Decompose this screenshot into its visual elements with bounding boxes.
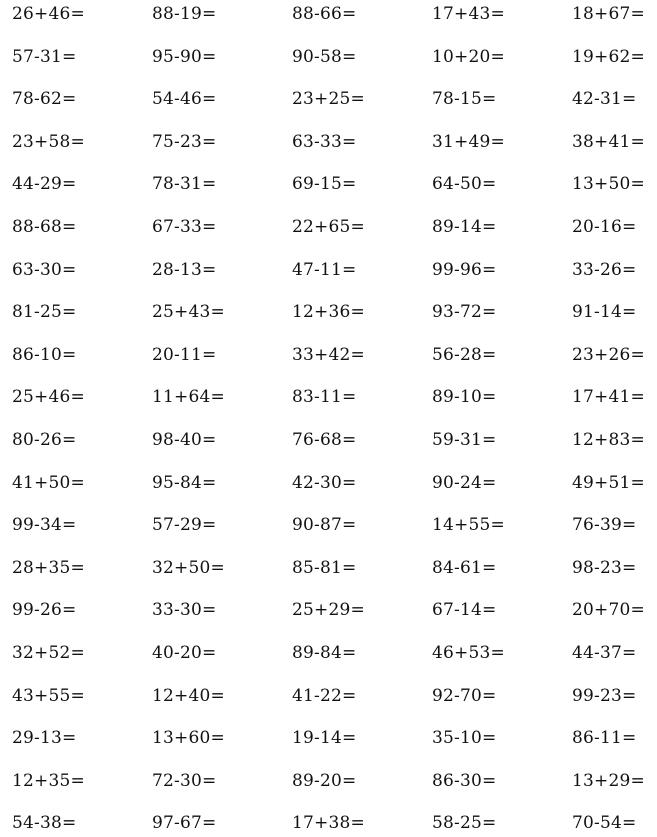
arithmetic-problem: 49+51= (572, 472, 645, 493)
arithmetic-problem: 84-61= (432, 557, 497, 578)
arithmetic-problem: 63-33= (292, 131, 357, 152)
arithmetic-problem: 20-16= (572, 217, 637, 237)
arithmetic-problem: 19-14= (292, 728, 357, 749)
arithmetic-problem: 35-10= (432, 728, 497, 749)
problem-row (0, 213, 657, 241)
arithmetic-problem: 57-29= (152, 515, 217, 536)
problem-row (0, 43, 657, 71)
problem-row (0, 383, 657, 411)
arithmetic-problem: 38+41= (572, 131, 645, 152)
arithmetic-problem: 98-23= (572, 557, 637, 578)
arithmetic-problem: 90-58= (292, 46, 357, 67)
arithmetic-problem: 90-87= (292, 515, 357, 536)
arithmetic-problem: 17+43= (432, 4, 505, 24)
arithmetic-problem: 13+60= (152, 728, 225, 749)
arithmetic-problem: 12+35= (12, 770, 85, 791)
arithmetic-problem: 12+36= (292, 302, 365, 323)
arithmetic-problem: 42-31= (572, 89, 637, 110)
arithmetic-problem: 99-26= (12, 600, 77, 621)
arithmetic-problem: 56-28= (432, 344, 497, 365)
arithmetic-problem: 64-50= (432, 174, 497, 195)
arithmetic-problem: 25+43= (152, 302, 225, 323)
problem-row (0, 554, 657, 582)
arithmetic-problem: 99-34= (12, 515, 77, 536)
arithmetic-problem: 99-96= (432, 259, 497, 280)
arithmetic-problem: 93-72= (432, 302, 497, 323)
problem-row (0, 767, 657, 795)
arithmetic-problem: 20-11= (152, 344, 217, 365)
problem-row (0, 469, 657, 497)
problem-row (0, 256, 657, 284)
arithmetic-problem: 46+53= (432, 643, 505, 663)
arithmetic-problem: 89-10= (432, 387, 497, 408)
arithmetic-problem: 40-20= (152, 643, 217, 663)
arithmetic-problem: 47-11= (292, 259, 357, 280)
arithmetic-problem: 54-46= (152, 89, 217, 110)
arithmetic-problem: 33-30= (152, 600, 217, 621)
arithmetic-problem: 72-30= (152, 770, 217, 791)
arithmetic-problem: 44-37= (572, 643, 637, 663)
arithmetic-problem: 22+65= (292, 217, 365, 237)
problem-row (0, 724, 657, 752)
arithmetic-problem: 78-62= (12, 89, 77, 110)
arithmetic-problem: 41-22= (292, 685, 357, 706)
arithmetic-problem: 17+38= (292, 813, 365, 834)
arithmetic-problem: 85-81= (292, 557, 357, 578)
problem-row (0, 0, 657, 28)
arithmetic-problem: 95-90= (152, 46, 217, 67)
arithmetic-problem: 81-25= (12, 302, 77, 323)
arithmetic-problem: 90-24= (432, 472, 497, 493)
arithmetic-problem: 69-15= (292, 174, 357, 195)
arithmetic-problem: 57-31= (12, 46, 77, 67)
arithmetic-problem: 25+46= (12, 387, 85, 408)
problem-row (0, 809, 657, 837)
arithmetic-problem: 33-26= (572, 259, 637, 280)
arithmetic-problem: 12+40= (152, 685, 225, 706)
problem-row (0, 639, 657, 667)
arithmetic-problem: 32+52= (12, 643, 85, 663)
problem-row (0, 426, 657, 454)
arithmetic-problem: 99-23= (572, 685, 637, 706)
arithmetic-problem: 23+58= (12, 131, 85, 152)
arithmetic-problem: 86-10= (12, 344, 77, 365)
arithmetic-problem: 98-40= (152, 430, 217, 450)
arithmetic-problem: 12+83= (572, 430, 645, 450)
arithmetic-problem: 83-11= (292, 387, 357, 408)
arithmetic-problem: 88-66= (292, 4, 357, 24)
arithmetic-problem: 76-68= (292, 430, 357, 450)
arithmetic-problem: 13+50= (572, 174, 645, 195)
arithmetic-problem: 78-31= (152, 174, 217, 195)
arithmetic-problem: 97-67= (152, 813, 217, 834)
arithmetic-problem: 14+55= (432, 515, 505, 536)
arithmetic-problem: 67-14= (432, 600, 497, 621)
arithmetic-problem: 75-23= (152, 131, 217, 152)
problem-row (0, 85, 657, 113)
arithmetic-problem: 32+50= (152, 557, 225, 578)
arithmetic-problem: 28+35= (12, 557, 85, 578)
arithmetic-problem: 63-30= (12, 259, 77, 280)
arithmetic-problem: 86-30= (432, 770, 497, 791)
arithmetic-problem: 25+29= (292, 600, 365, 621)
arithmetic-problem: 89-20= (292, 770, 357, 791)
problem-row (0, 682, 657, 710)
arithmetic-problem: 95-84= (152, 472, 217, 493)
arithmetic-problem: 28-13= (152, 259, 217, 280)
arithmetic-problem: 10+20= (432, 46, 505, 67)
arithmetic-problem: 42-30= (292, 472, 357, 493)
arithmetic-problem: 11+64= (152, 387, 225, 408)
arithmetic-problem: 31+49= (432, 131, 505, 152)
arithmetic-problem: 23+25= (292, 89, 365, 110)
arithmetic-problem: 29-13= (12, 728, 77, 749)
arithmetic-problem: 88-19= (152, 4, 217, 24)
arithmetic-problem: 43+55= (12, 685, 85, 706)
arithmetic-problem: 54-38= (12, 813, 77, 834)
arithmetic-problem: 33+42= (292, 344, 365, 365)
problem-row (0, 298, 657, 326)
arithmetic-problem: 86-11= (572, 728, 637, 749)
arithmetic-problem: 76-39= (572, 515, 637, 536)
arithmetic-problem: 59-31= (432, 430, 497, 450)
problem-row (0, 170, 657, 198)
arithmetic-problem: 26+46= (12, 4, 85, 24)
arithmetic-problem: 20+70= (572, 600, 645, 621)
arithmetic-problem: 19+62= (572, 46, 645, 67)
arithmetic-problem: 80-26= (12, 430, 77, 450)
arithmetic-problem: 41+50= (12, 472, 85, 493)
arithmetic-problem: 70-54= (572, 813, 637, 834)
problem-row (0, 596, 657, 624)
problem-row (0, 511, 657, 539)
arithmetic-problem: 88-68= (12, 217, 77, 237)
arithmetic-problem: 67-33= (152, 217, 217, 237)
arithmetic-problem: 17+41= (572, 387, 645, 408)
arithmetic-problem: 44-29= (12, 174, 77, 195)
arithmetic-problem: 92-70= (432, 685, 497, 706)
arithmetic-problem: 89-14= (432, 217, 497, 237)
arithmetic-problem: 23+26= (572, 344, 645, 365)
problem-row (0, 341, 657, 369)
problem-row (0, 128, 657, 156)
arithmetic-problem: 58-25= (432, 813, 497, 834)
arithmetic-problem: 78-15= (432, 89, 497, 110)
arithmetic-problem: 18+67= (572, 4, 645, 24)
arithmetic-problem: 13+29= (572, 770, 645, 791)
arithmetic-problem: 89-84= (292, 643, 357, 663)
arithmetic-problem: 91-14= (572, 302, 637, 323)
